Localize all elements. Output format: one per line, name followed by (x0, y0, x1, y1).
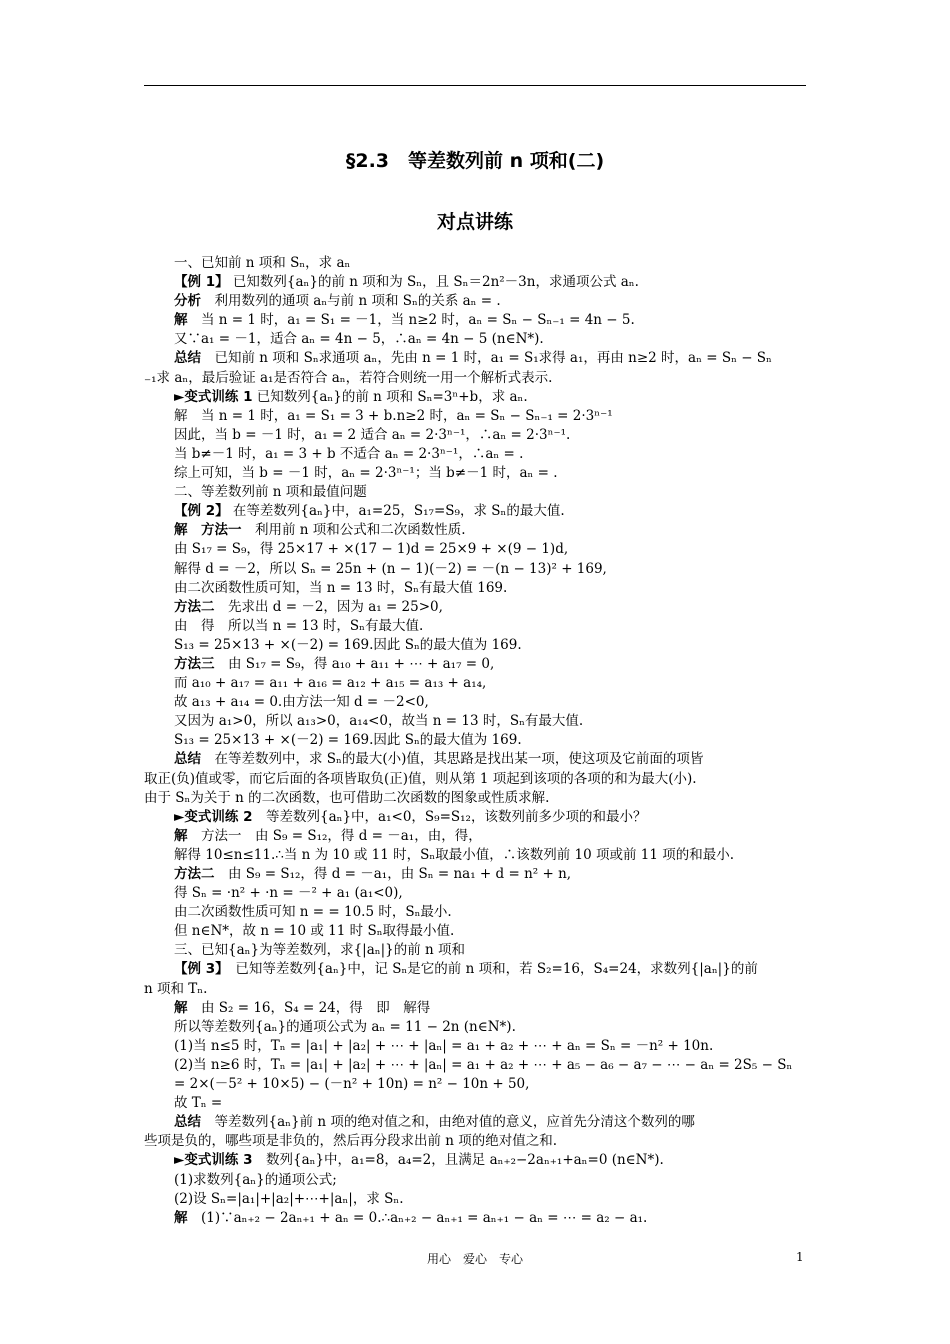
text-line (144, 1190, 806, 1209)
text-line (144, 1037, 806, 1056)
line-text: 利用数列的通项 aₙ与前 n 项和 Sₙ的关系 aₙ = . (201, 293, 501, 310)
footer-text: 用心 爱心 专心 (426, 1252, 523, 1266)
line-text: n 项和 Tₙ. (144, 980, 208, 997)
line-text: 又∵a₁ = －1，适合 aₙ = 4n − 5，∴aₙ = 4n − 5 (n∈N*). (174, 331, 544, 348)
line-lead-label: 【例 1】 (174, 274, 229, 291)
text-line (144, 349, 806, 368)
text-line (144, 693, 806, 712)
text-line (144, 750, 806, 769)
text-line (144, 388, 806, 407)
text-line (144, 941, 806, 960)
section-subtitle: 对点讲练 (436, 211, 513, 233)
line-lead-label: 方法三 (174, 655, 215, 672)
text-line (144, 674, 806, 693)
line-text: 由于 Sₙ为关于 n 的二次函数，也可借助二次函数的图象或性质求解. (144, 789, 550, 806)
page-number: 1 (796, 1250, 804, 1264)
line-text: 得 Sₙ = ·n² + ·n = －² + a₁ (a₁<0), (174, 885, 403, 902)
text-line (144, 579, 806, 598)
line-lead-label: 总结 (174, 350, 201, 367)
text-line (144, 1113, 806, 1132)
line-text: 先求出 d = －2，因为 a₁ = 25>0, (214, 598, 443, 615)
line-text: 解得 10≤n≤11.∴当 n 为 10 或 11 时，Sₙ取最小值，∴该数列前 10 项或前 11 项的和最小. (174, 846, 735, 863)
line-text: 故 a₁₃ + a₁₄ = 0.由方法一知 d = －2<0, (174, 694, 429, 711)
line-text: 由 S₉ = S₁₂，得 d = －a₁，由 Sₙ = na₁ + d = n² + n, (214, 866, 572, 882)
line-text: 一、已知前 n 项和 Sₙ，求 aₙ (174, 255, 351, 271)
text-line (144, 502, 806, 521)
text-line (144, 1132, 806, 1151)
line-lead-label: 总结 (174, 1114, 201, 1131)
text-line (144, 407, 806, 426)
text-line (144, 655, 806, 674)
text-line (144, 521, 806, 540)
line-text: 方法一 由 S₉ = S₁₂，得 d = －a₁，由，得， (187, 827, 482, 844)
line-text: (1)求数列{aₙ}的通项公式; (174, 1171, 337, 1188)
line-text: (2)当 n≥6 时，Tₙ = |a₁| + |a₂| + ⋯ + |aₙ| = a₁ + a₂ + ⋯ + a₅ − a₆ − a₇ − ⋯ − aₙ = 2S₅ − Sₙ (174, 1056, 793, 1073)
line-text: 等差数列{aₙ}中，a₁<0，S₉=S₁₂，该数列前多少项的和最小？ (252, 808, 647, 825)
text-line (144, 311, 806, 330)
text-line (144, 292, 806, 311)
line-text: 当 b≠－1 时，a₁ = 3 + b 不适合 aₙ = 2·3ⁿ⁻¹，∴aₙ = . (174, 445, 524, 462)
text-line (144, 369, 806, 388)
line-lead-label: 分析 (174, 293, 201, 310)
line-text: 由二次函数性质可知 n = = 10.5 时，Sₙ最小. (174, 904, 452, 921)
text-line (144, 884, 806, 903)
line-text: 由二次函数性质可知，当 n = 13 时，Sₙ有最大值 169. (174, 579, 508, 596)
text-line (144, 1171, 806, 1190)
text-line (144, 636, 806, 655)
text-line (144, 922, 806, 941)
text-line (144, 789, 806, 808)
line-text: 些项是负的，哪些项是非负的，然后再分段求出前 n 项的绝对值之和. (144, 1133, 558, 1150)
text-line (144, 598, 806, 617)
text-line (144, 712, 806, 731)
page-title: §2.3 等差数列前 n 项和(二) (345, 150, 605, 172)
text-line (144, 808, 806, 827)
text-line (144, 980, 806, 999)
text-line (144, 254, 806, 273)
line-text: 因此，当 b = －1 时，a₁ = 2 适合 aₙ = 2·3ⁿ⁻¹，∴aₙ = 2·3ⁿ⁻¹. (174, 426, 571, 443)
text-line (144, 1151, 806, 1170)
line-text: 利用前 n 项和公式和二次函数性质. (241, 522, 466, 539)
text-line (144, 464, 806, 483)
line-text: 已知等差数列{aₙ}中，记 Sₙ是它的前 n 项和，若 S₂=16，S₄=24，求数列{|aₙ|}的前 (221, 961, 758, 978)
line-lead-label: ►变式训练 1 (174, 388, 253, 405)
line-lead-label: 总结 (174, 751, 201, 768)
document-body (144, 254, 806, 1228)
line-text: 三、已知{aₙ}为等差数列，求{|aₙ|}的前 n 项和 (174, 942, 466, 959)
text-line (144, 426, 806, 445)
text-line (144, 903, 806, 922)
line-text: 故 Tₙ = (174, 1095, 223, 1112)
text-line (144, 1075, 806, 1094)
line-text: ₋₁求 aₙ，最后验证 a₁是否符合 aₙ，若符合则统一用一个解析式表示. (144, 369, 553, 386)
text-line (144, 1094, 806, 1113)
text-line (144, 865, 806, 884)
line-text: 在等差数列中，求 Sₙ的最大(小)值，其思路是找出某一项，使这项及它前面的项皆 (201, 751, 704, 768)
line-text: = 2×(－5² + 10×5) − (－n² + 10n) = n² − 10n + 50, (174, 1076, 530, 1093)
line-text: 综上可知，当 b = －1 时，aₙ = 2·3ⁿ⁻¹；当 b≠－1 时，aₙ = . (174, 465, 558, 482)
text-line (144, 1018, 806, 1037)
line-lead-label: 解 方法一 (174, 522, 242, 539)
line-text: 当 n = 1 时，a₁ = S₁ = －1，当 n≥2 时，aₙ = Sₙ − Sₙ₋₁ = 4n − 5. (187, 312, 635, 329)
text-line (144, 560, 806, 579)
line-lead-label: ►变式训练 3 (174, 1152, 253, 1169)
line-text: 但 n∈N*，故 n = 10 或 11 时 Sₙ取得最小值. (174, 923, 455, 940)
line-text: 由 S₁₇ = S₉，得 25×17 + ×(17 − 1)d = 25×9 + ×(9 − 1)d, (174, 541, 569, 558)
text-line (144, 483, 806, 502)
line-text: 由 S₂ = 16，S₄ = 24，得 即 解得 (187, 999, 431, 1016)
line-text: 二、等差数列前 n 项和最值问题 (174, 484, 367, 501)
text-line (144, 445, 806, 464)
line-text: 而 a₁₀ + a₁₇ = a₁₁ + a₁₆ = a₁₂ + a₁₅ = a₁₃ + a₁₄, (174, 675, 487, 692)
line-lead-label: 解 (174, 1209, 188, 1226)
text-line (144, 273, 806, 292)
text-line (144, 1056, 806, 1075)
line-text: S₁₃ = 25×13 + ×(－2) = 169.因此 Sₙ的最大值为 169. (174, 732, 522, 749)
line-text: 取正(负)值或零，而它后面的各项皆取负(正)值，则从第 1 项起到该项的各项的和为最大(小). (144, 770, 697, 787)
header-rule (144, 85, 806, 86)
text-line (144, 617, 806, 636)
line-lead-label: 解 (174, 312, 188, 329)
line-text: 已知前 n 项和 Sₙ求通项 aₙ，先由 n = 1 时，a₁ = S₁求得 a₁，再由 n≥2 时，aₙ = Sₙ − Sₙ (201, 350, 772, 367)
line-text: 由 得 所以当 n = 13 时，Sₙ有最大值. (174, 617, 424, 634)
line-lead-label: 方法二 (174, 866, 215, 882)
text-line (144, 960, 806, 979)
line-text: 已知数列{aₙ}的前 n 项和为 Sₙ，且 Sₙ＝2n²－3n，求通项公式 aₙ. (228, 274, 639, 291)
line-text: 数列{aₙ}中，a₁=8，a₄=2，且满足 aₙ₊₂−2aₙ₊₁+aₙ=0 (n∈N*). (252, 1152, 664, 1169)
text-line (144, 731, 806, 750)
text-line (144, 330, 806, 349)
line-text: 又因为 a₁>0，所以 a₁₃>0，a₁₄<0，故当 n = 13 时，Sₙ有最大值. (174, 713, 584, 730)
line-lead-label: 解 (174, 999, 188, 1016)
line-text: 等差数列{aₙ}前 n 项的绝对值之和，由绝对值的意义，应首先分清这个数列的哪 (201, 1114, 695, 1131)
line-text: 解得 d = －2，所以 Sₙ = 25n + (n − 1)(－2) = －(n − 13)² + 169, (174, 560, 607, 577)
line-text: (1)∵aₙ₊₂ − 2aₙ₊₁ + aₙ = 0.∴aₙ₊₂ − aₙ₊₁ = aₙ₊₁ − aₙ = ⋯ = a₂ − a₁. (187, 1209, 648, 1226)
line-lead-label: ►变式训练 2 (174, 808, 253, 825)
line-text: 由 S₁₇ = S₉，得 a₁₀ + a₁₁ + ⋯ + a₁₇ = 0, (214, 655, 495, 672)
line-lead-label: 【例 3】 (174, 961, 222, 978)
line-lead-label: 【例 2】 (174, 503, 229, 520)
text-line (144, 770, 806, 789)
text-line (144, 846, 806, 865)
line-text: 已知数列{aₙ}的前 n 项和 Sₙ=3ⁿ+b，求 aₙ. (252, 388, 528, 405)
text-line (144, 1209, 806, 1228)
line-text: 在等差数列{aₙ}中，a₁=25，S₁₇=S₉，求 Sₙ的最大值. (228, 503, 565, 520)
line-text: (2)设 Sₙ=|a₁|+|a₂|+⋯+|aₙ|，求 Sₙ. (174, 1190, 404, 1207)
line-lead-label: 方法二 (174, 598, 215, 615)
line-text: 解 当 n = 1 时，a₁ = S₁ = 3 + b.n≥2 时，aₙ = Sₙ − Sₙ₋₁ = 2·3ⁿ⁻¹ (174, 407, 613, 424)
line-lead-label: 解 (174, 827, 188, 844)
text-line (144, 827, 806, 846)
line-text: (1)当 n≤5 时，Tₙ = |a₁| + |a₂| + ⋯ + |aₙ| = a₁ + a₂ + ⋯ + aₙ = Sₙ = －n² + 10n. (174, 1037, 714, 1054)
text-line (144, 999, 806, 1018)
line-text: 所以等差数列{aₙ}的通项公式为 aₙ = 11 − 2n (n∈N*). (174, 1018, 516, 1035)
text-line (144, 540, 806, 559)
line-text: S₁₃ = 25×13 + ×(－2) = 169.因此 Sₙ的最大值为 169. (174, 636, 522, 653)
